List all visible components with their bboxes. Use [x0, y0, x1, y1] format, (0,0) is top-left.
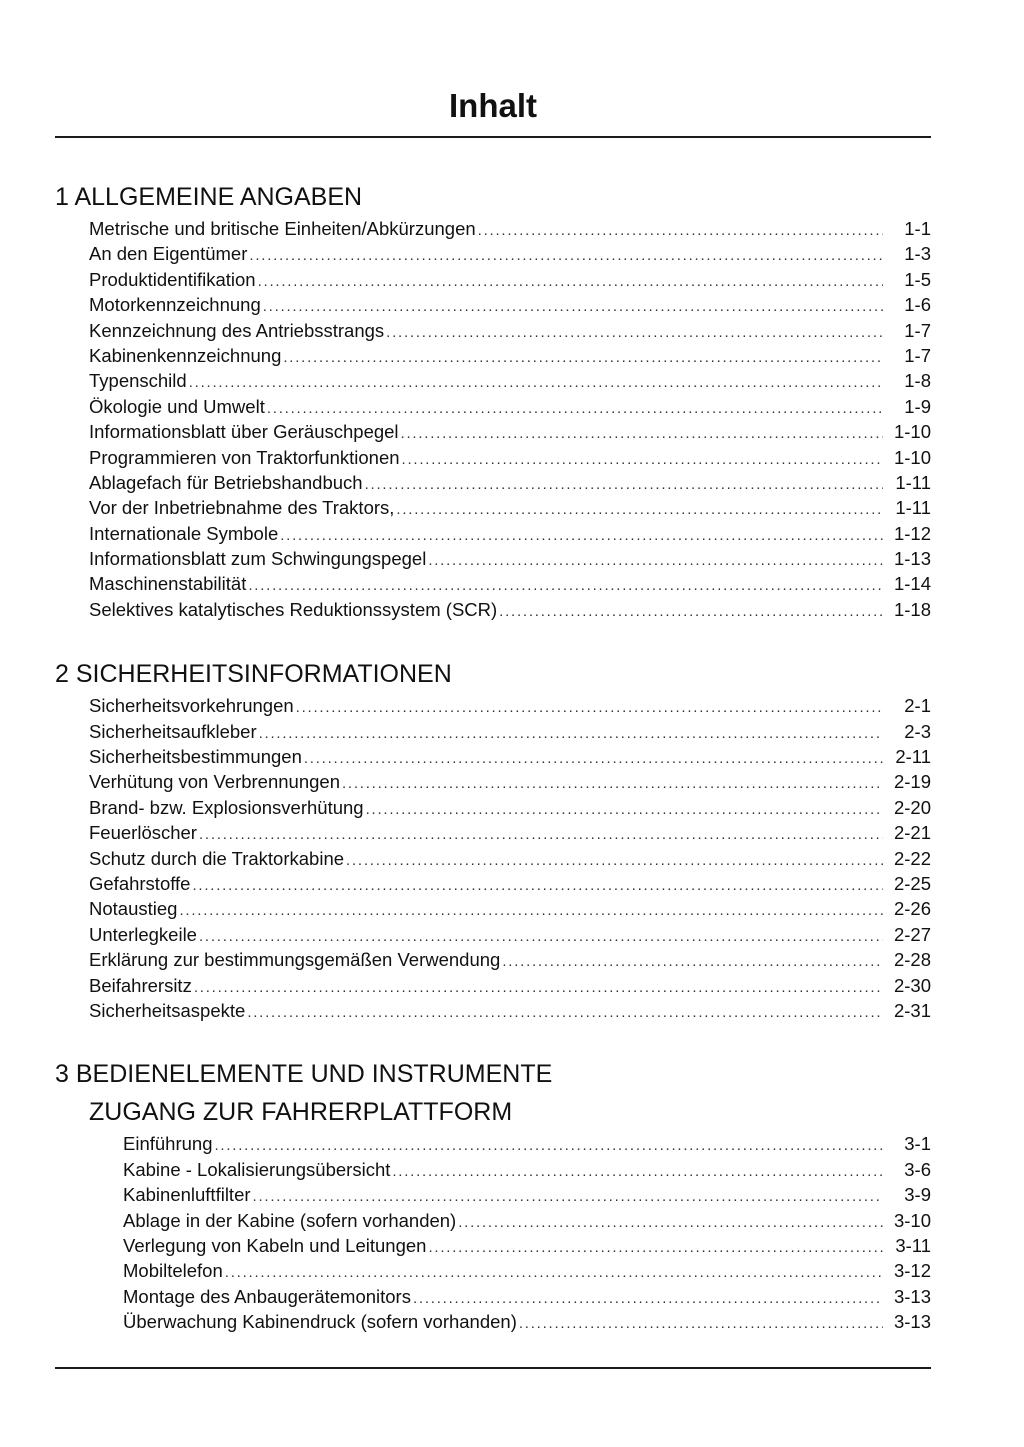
toc-entry[interactable] — [55, 318, 931, 343]
entry-label: Informationsblatt zum Schwingungspegel — [89, 548, 427, 570]
entry-label: Beifahrersitz — [89, 974, 192, 996]
toc-entry[interactable] — [55, 571, 931, 596]
entry-page: 2-28 — [893, 949, 931, 971]
entry-label: Motorkennzeichnung — [89, 294, 261, 316]
page-title: Inhalt — [449, 87, 537, 124]
toc-entry[interactable] — [55, 1131, 931, 1156]
toc-entry[interactable] — [55, 1233, 931, 1258]
toc-entry[interactable] — [55, 470, 931, 495]
dot-leader — [458, 1210, 883, 1235]
dot-leader — [304, 746, 883, 771]
dot-leader — [365, 472, 883, 497]
toc-entry[interactable] — [55, 521, 931, 546]
dot-leader — [259, 721, 883, 746]
entry-label: Programmieren von Traktorfunktionen — [89, 446, 400, 468]
entry-label: Überwachung Kabinendruck (sofern vorhanden) — [123, 1311, 517, 1333]
entry-label: Schutz durch die Traktorkabine — [89, 847, 345, 869]
toc-entry[interactable] — [55, 922, 931, 947]
toc-entry[interactable] — [55, 495, 931, 520]
entry-page: 1-3 — [904, 243, 931, 265]
dot-leader — [342, 771, 883, 796]
dot-leader — [248, 573, 883, 598]
dot-leader — [499, 599, 883, 624]
entry-label: Brand- bzw. Explosionsverhütung — [89, 796, 364, 818]
dot-leader — [366, 797, 883, 822]
entry-label: Typenschild — [89, 370, 187, 392]
entry-page: 1-5 — [904, 268, 931, 290]
entry-page: 3-6 — [904, 1158, 931, 1180]
entry-label: Gefahrstoffe — [89, 872, 191, 894]
entry-label: Kabinenluftfilter — [123, 1184, 251, 1206]
dot-leader — [192, 873, 883, 898]
toc-entry[interactable] — [55, 871, 931, 896]
entry-label: Informationsblatt über Geräuschpegel — [89, 421, 399, 443]
dot-leader — [428, 1235, 883, 1260]
entry-label: Vor der Inbetriebnahme des Traktors, — [89, 497, 395, 519]
entry-label: Sicherheitsaspekte — [89, 999, 246, 1021]
entry-page: 1-14 — [893, 573, 931, 595]
toc-entry[interactable] — [55, 267, 931, 292]
section-spacer — [55, 622, 931, 655]
dot-leader — [280, 523, 883, 548]
entry-page: 1-6 — [904, 294, 931, 316]
toc-entry[interactable] — [55, 1182, 931, 1207]
toc-entry[interactable] — [55, 896, 931, 921]
entry-page: 1-7 — [904, 319, 931, 341]
entry-label: Feuerlöscher — [89, 822, 197, 844]
entry-page: 3-13 — [893, 1311, 931, 1333]
toc-entry[interactable] — [55, 769, 931, 794]
entry-label: Montage des Anbaugerätemonitors — [123, 1285, 411, 1307]
entry-page: 2-11 — [895, 746, 931, 768]
toc-section-3 — [55, 1055, 931, 1334]
toc-entry[interactable] — [55, 973, 931, 998]
dot-leader — [478, 218, 883, 243]
top-divider — [55, 136, 931, 138]
toc-entry[interactable] — [55, 419, 931, 444]
entry-label: Internationale Symbole — [89, 522, 279, 544]
toc-entry[interactable] — [55, 1309, 931, 1334]
section-heading[interactable]: 1 ALLGEMEINE ANGABEN — [55, 183, 363, 211]
dot-leader — [214, 1133, 883, 1158]
section-heading[interactable]: 3 BEDIENELEMENTE UND INSTRUMENTE — [55, 1060, 553, 1089]
dot-leader — [189, 370, 883, 395]
entry-label: Maschinenstabilität — [89, 573, 247, 595]
dot-leader — [428, 548, 883, 573]
entry-page: 1-12 — [893, 522, 931, 544]
entry-page: 3-10 — [893, 1209, 931, 1231]
entry-label: Selektives katalytisches Reduktionssystem (SCR) — [89, 598, 498, 620]
toc-section-1 — [55, 178, 931, 622]
entry-label: Sicherheitsvorkehrungen — [89, 695, 294, 717]
entry-page: 2-22 — [893, 847, 931, 869]
dot-leader — [283, 345, 883, 370]
toc-entry[interactable] — [55, 1284, 931, 1309]
toc-entry[interactable] — [55, 795, 931, 820]
dot-leader — [402, 447, 883, 472]
dot-leader — [194, 975, 883, 1000]
toc-entry[interactable] — [55, 445, 931, 470]
dot-leader — [346, 848, 883, 873]
toc-entry[interactable] — [55, 744, 931, 769]
dot-leader — [199, 924, 883, 949]
toc-entry[interactable] — [55, 394, 931, 419]
dot-leader — [258, 269, 883, 294]
toc-entry[interactable] — [55, 820, 931, 845]
entry-page: 2-1 — [904, 695, 931, 717]
dot-leader — [253, 1184, 883, 1209]
toc-entry[interactable] — [55, 1157, 931, 1182]
entry-page: 2-27 — [893, 923, 931, 945]
dot-leader — [392, 1159, 883, 1184]
dot-leader — [386, 320, 883, 345]
dot-leader — [179, 898, 883, 923]
dot-leader — [199, 822, 883, 847]
entry-label: Notaustieg — [89, 898, 178, 920]
toc-entry[interactable] — [55, 343, 931, 368]
toc-section-2 — [55, 655, 931, 1023]
section-spacer — [55, 1023, 931, 1055]
dot-leader — [396, 497, 883, 522]
dot-leader — [502, 949, 883, 974]
dot-leader — [225, 1260, 883, 1285]
entry-page: 1-18 — [893, 598, 931, 620]
entry-label: Metrische und britische Einheiten/Abkürzungen — [89, 218, 476, 239]
toc-entry[interactable] — [55, 998, 931, 1023]
entry-label: Einführung — [123, 1133, 213, 1155]
entry-page: 3-13 — [893, 1285, 931, 1307]
dot-leader — [267, 396, 883, 421]
entry-page: 2-3 — [904, 720, 931, 742]
entry-page: 2-31 — [893, 999, 931, 1021]
toc-entry[interactable] — [55, 947, 931, 972]
entry-label: Ökologie und Umwelt — [89, 395, 265, 417]
entry-page: 2-30 — [893, 974, 931, 996]
entry-label: Ablage in der Kabine (sofern vorhanden) — [123, 1209, 457, 1231]
entry-page: 2-19 — [893, 771, 931, 793]
table-of-contents — [55, 178, 931, 1334]
section-heading[interactable]: 2 SICHERHEITSINFORMATIONEN — [55, 660, 452, 689]
toc-entry[interactable] — [55, 216, 931, 241]
subsection-heading[interactable]: ZUGANG ZUR FAHRERPLATTFORM — [89, 1098, 513, 1127]
dot-leader — [247, 1000, 883, 1025]
dot-leader — [296, 695, 883, 720]
entry-page: 1-10 — [893, 446, 931, 468]
entry-page: 3-1 — [904, 1133, 931, 1155]
bottom-divider — [55, 1367, 931, 1369]
dot-leader — [519, 1311, 883, 1336]
entry-page: 1-13 — [893, 548, 931, 570]
entry-page: 3-9 — [904, 1184, 931, 1206]
entry-page: 2-25 — [893, 872, 931, 894]
entry-label: Ablagefach für Betriebshandbuch — [89, 471, 363, 493]
entry-page: 1-11 — [895, 497, 931, 519]
entry-page: 1-8 — [904, 370, 931, 392]
entry-label: Unterlegkeile — [89, 923, 197, 945]
entry-label: Sicherheitsaufkleber — [89, 720, 257, 742]
toc-entry[interactable] — [55, 1208, 931, 1233]
entry-label: An den Eigentümer — [89, 243, 248, 265]
dot-leader — [401, 421, 883, 446]
entry-page: 3-11 — [895, 1234, 931, 1256]
dot-leader — [413, 1286, 883, 1311]
entry-label: Erklärung zur bestimmungsgemäßen Verwendung — [89, 949, 501, 971]
toc-entry[interactable] — [55, 241, 931, 266]
entry-page: 1-11 — [895, 471, 931, 493]
entry-label: Sicherheitsbestimmungen — [89, 746, 302, 768]
entry-page: 3-12 — [893, 1260, 931, 1282]
entry-page: 1-7 — [904, 344, 931, 366]
entry-label: Verlegung von Kabeln und Leitungen — [123, 1234, 427, 1256]
entry-label: Verhütung von Verbrennungen — [89, 771, 340, 793]
toc-entry[interactable] — [55, 693, 931, 718]
entry-label: Mobiltelefon — [123, 1260, 223, 1282]
toc-entry[interactable] — [55, 368, 931, 393]
toc-entry[interactable] — [55, 597, 931, 622]
entry-page: 1-10 — [893, 421, 931, 443]
entry-label: Produktidentifikation — [89, 268, 256, 290]
entry-page: 2-26 — [893, 898, 931, 920]
dot-leader — [263, 294, 883, 319]
toc-entry[interactable] — [55, 719, 931, 744]
toc-entry[interactable] — [55, 1258, 931, 1283]
entry-label: Kabine - Lokalisierungsübersicht — [123, 1158, 391, 1180]
toc-entry[interactable] — [55, 546, 931, 571]
toc-entry[interactable] — [55, 292, 931, 317]
entry-page: 1-1 — [904, 218, 931, 239]
entry-page: 2-20 — [893, 796, 931, 818]
entry-label: Kabinenkennzeichnung — [89, 344, 282, 366]
toc-entry[interactable] — [55, 846, 931, 871]
entry-page: 2-21 — [893, 822, 931, 844]
dot-leader — [249, 243, 883, 268]
entry-page: 1-9 — [904, 395, 931, 417]
entry-label: Kennzeichnung des Antriebsstrangs — [89, 319, 385, 341]
